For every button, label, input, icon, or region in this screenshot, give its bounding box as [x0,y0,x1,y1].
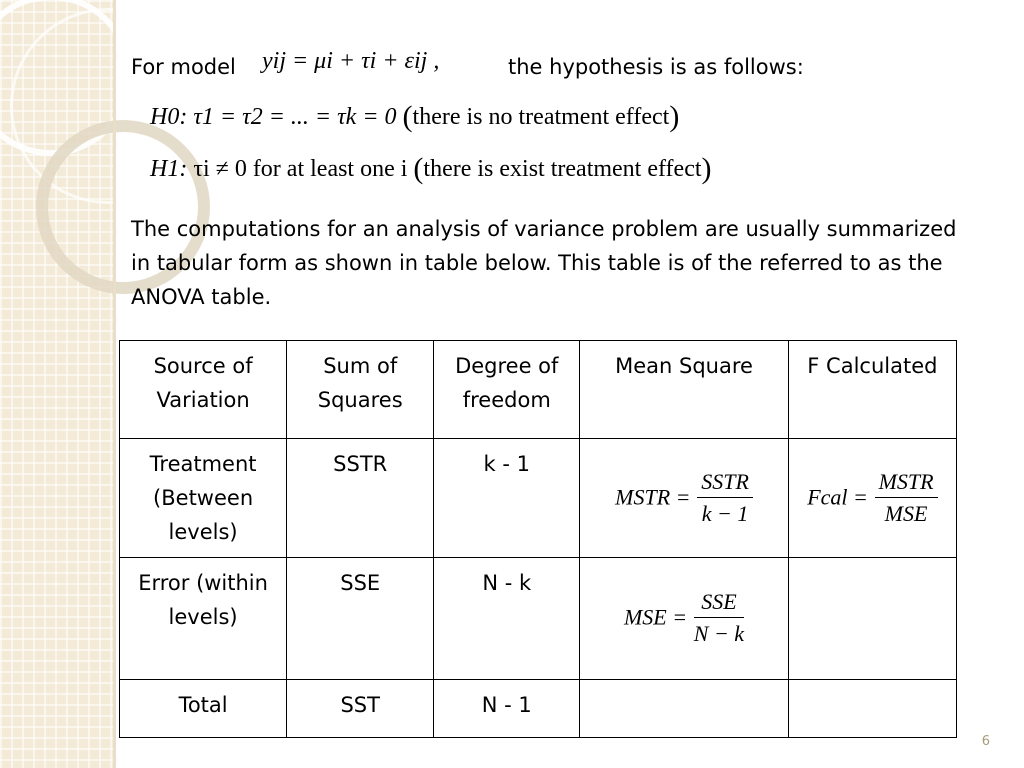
source-cell: Total [120,680,287,738]
header-source: Source of Variation [120,341,287,439]
table-row [120,680,957,738]
for-model-label: For model [131,55,236,79]
table-row [120,558,957,680]
ss-cell: SST [287,680,434,738]
h0-equation: τ1 = τ2 = ... = τk = 0 [193,104,397,130]
ms-fraction [697,467,753,530]
table-header-row [120,341,957,439]
empty-cell [788,680,956,738]
description-paragraph: The computations for an analysis of variance problem are usually summarized in tabular form as shown in table below. This table is of the referred to as the ANOVA table. [131,217,957,309]
h1-label: H1: [150,156,188,182]
sidebar-edge [113,0,116,768]
h0-note: there is no treatment effect [412,104,670,130]
h0-label: H0: [150,104,188,130]
h1-equation: τi ≠ 0 for at least one i [193,156,408,182]
header-df: Degree of freedom [434,341,580,439]
h1-note: there is exist treatment effect [423,156,702,182]
ss-cell: SSTR [287,439,434,558]
ms-denominator: k − 1 [701,500,749,526]
df-cell: N - 1 [434,680,580,738]
header-mean-square: Mean Square [580,341,788,439]
ms-denominator: N − k [693,621,745,646]
model-equation: yij = μi + τi + εij , [262,48,440,74]
h0-line: H0: τ1 = τ2 = ... = τk = 0 (there is no treatment effect) [150,100,680,133]
df-cell: k - 1 [434,439,580,558]
df-cell: N - k [434,558,580,680]
ms-lhs: MSE = [623,604,688,630]
source-cell: Treatment (Between levels) [120,439,287,558]
hypothesis-intro: the hypothesis is as follows: [508,55,804,79]
f-fraction [875,467,938,530]
page-number: 6 [981,734,990,749]
f-numerator: MSTR [875,467,938,498]
decorative-sidebar [0,0,113,768]
empty-cell [580,680,788,738]
f-lhs: Fcal = [807,484,868,509]
empty-cell [788,558,956,680]
ms-formula-cell [580,439,788,558]
header-f-calculated: F Calculated [788,341,956,439]
ms-formula-cell [580,558,788,680]
header-sum-squares: Sum of Squares [287,341,434,439]
table-row [120,439,957,558]
ss-cell: SSE [287,558,434,680]
source-cell: Error (within levels) [120,558,287,680]
ms-numerator: SSTR [697,467,753,498]
ms-lhs: MSTR = [615,484,691,509]
ms-numerator: SSE [694,587,744,618]
f-denominator: MSE [884,500,928,526]
h1-line: H1: τi ≠ 0 for at least one i (there is exist treatment effect) [150,152,712,185]
f-formula-cell [788,439,956,558]
anova-table [119,340,957,738]
ms-fraction [694,587,744,650]
